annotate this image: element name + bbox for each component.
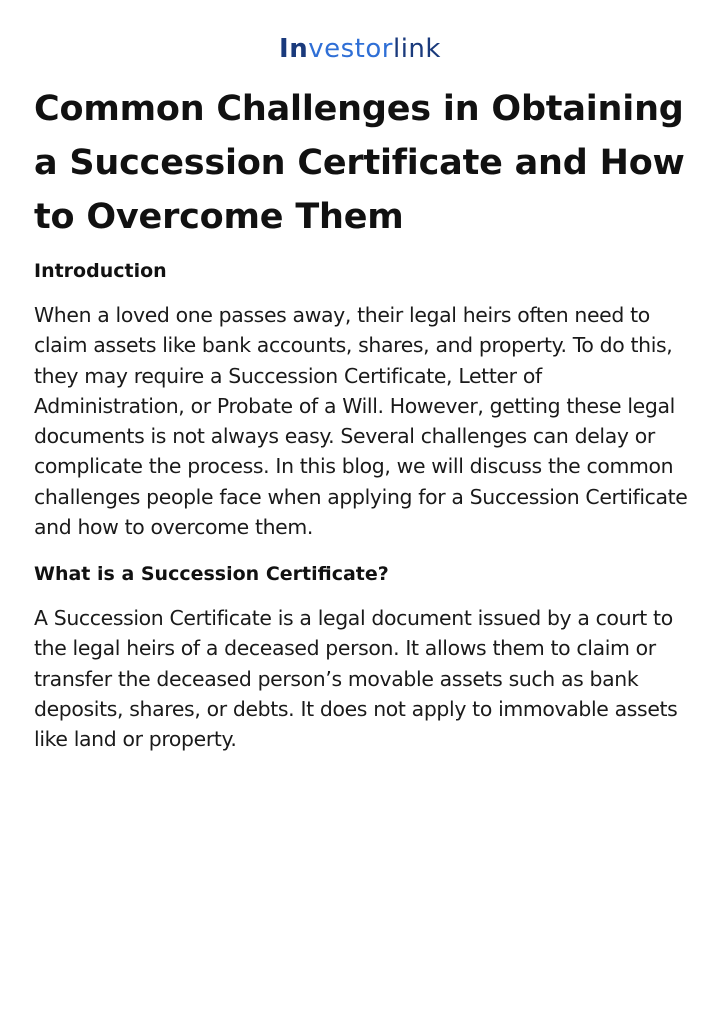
logo-text-link: link [392,34,441,64]
section-heading-introduction: Introduction [34,260,167,282]
section-heading-what-is-succession-certificate: What is a Succession Certificate? [34,563,389,585]
article-title: Common Challenges in Obtaining a Succession Certificate and How to Overcome Them [34,89,685,237]
logo-text-vestor: vestor [308,34,393,64]
introduction-paragraph: When a loved one passes away, their legal heirs often need to claim assets like bank accounts, shares, and property. To do this, they may require a Succession Certificate, Letter of Administration, or Probate of a Will. However, getting these legal documents is not always easy. Several challenges can delay or complicate the process. In this blog, we will discuss the common challenges people face when applying for a Succession Certificate and how to overcome them. [34,303,688,540]
succession-certificate-paragraph: A Succession Certificate is a legal document issued by a court to the legal heirs of a deceased person. It allows them to claim or transfer the deceased person’s movable assets such as bank deposits, shares, or debts. It does not apply to immovable assets like land or property. [34,606,678,752]
logo-text-in: In [279,34,309,64]
investorlink-logo [0,30,720,68]
